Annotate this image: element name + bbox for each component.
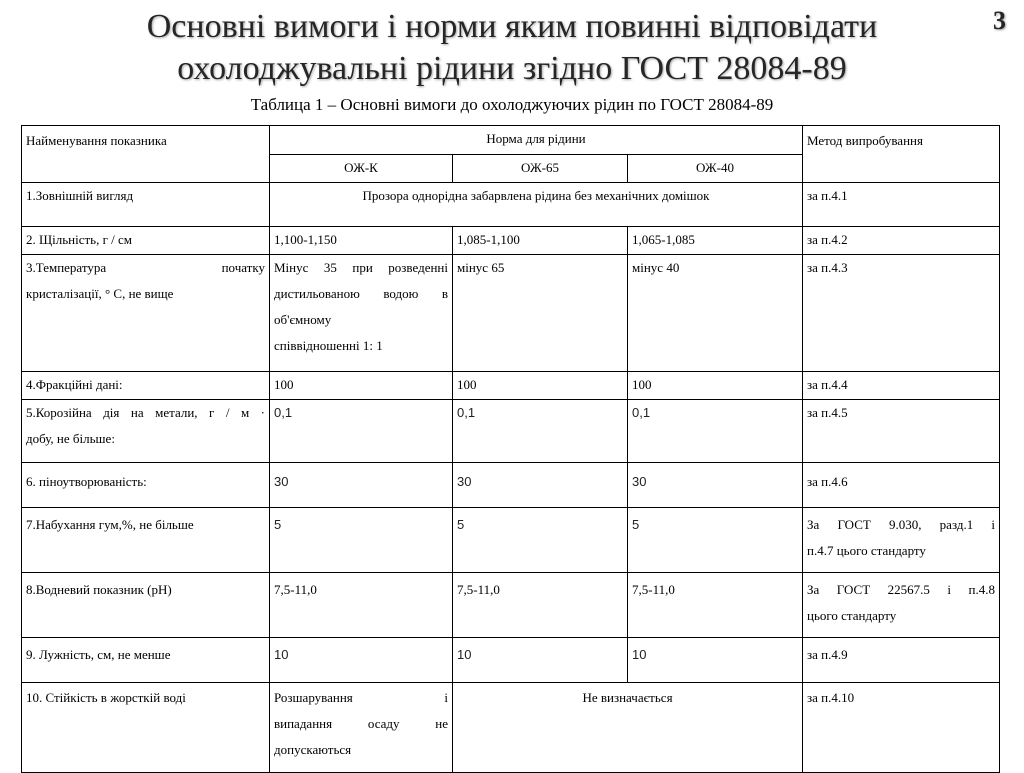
row3-name-line2: кристалізації, ° С, не вище	[26, 286, 174, 301]
row6-ozh-k: 30	[270, 463, 453, 508]
row8-ozh-65: 7,5-11,0	[453, 573, 628, 638]
row7-ozh-65: 5	[453, 508, 628, 573]
table-row	[22, 638, 1000, 683]
row10-name: 10. Стійкість в жорсткій воді	[22, 683, 270, 773]
row3-ozh-65: мінус 65	[453, 255, 628, 372]
table-row	[22, 227, 1000, 255]
row9-ozh-40: 10	[628, 638, 803, 683]
header-fluid-ozh-65: ОЖ-65	[453, 155, 628, 183]
row5-name: 5.Корозійна дія на метали, г / м · добу, не більше:	[22, 400, 270, 463]
table-row	[22, 400, 1000, 463]
row3-ozh-k: Мінус 35 при розведенні дистильованою водою в об'ємному співвідношенні 1: 1	[270, 255, 453, 372]
row7-ozh-40: 5	[628, 508, 803, 573]
row6-ozh-65: 30	[453, 463, 628, 508]
row8-ozh-k: 7,5-11,0	[270, 573, 453, 638]
row2-ozh-40: 1,065-1,085	[628, 227, 803, 255]
row5-ozh-k: 0,1	[270, 400, 453, 463]
table-row	[22, 372, 1000, 400]
header-fluid-ozh-40: ОЖ-40	[628, 155, 803, 183]
requirements-table	[21, 125, 1000, 773]
row3-method: за п.4.3	[803, 255, 1000, 372]
table-row	[22, 183, 1000, 227]
row1-name: 1.Зовнішній вигляд	[22, 183, 270, 227]
slide-title-line-2: охолоджувальні рідини згідно ГОСТ 28084-89	[177, 50, 847, 87]
row9-method: за п.4.9	[803, 638, 1000, 683]
row6-name: 6. піноутворюваність:	[22, 463, 270, 508]
row2-ozh-65: 1,085-1,100	[453, 227, 628, 255]
row4-ozh-40: 100	[628, 372, 803, 400]
row3-name	[22, 255, 270, 372]
row5-ozh-40: 0,1	[628, 400, 803, 463]
row4-method: за п.4.4	[803, 372, 1000, 400]
row10-method: за п.4.10	[803, 683, 1000, 773]
row4-name: 4.Фракційні дані:	[22, 372, 270, 400]
row9-ozh-65: 10	[453, 638, 628, 683]
row7-name: 7.Набухання гум,%, не більше	[22, 508, 270, 573]
slide-title	[0, 6, 1024, 90]
row5-method: за п.4.5	[803, 400, 1000, 463]
header-method: Метод випробування	[803, 126, 1000, 183]
header-norm: Норма для рідини	[270, 126, 803, 155]
row3-name-line1: 3.Температура початку	[26, 260, 265, 275]
row4-ozh-k: 100	[270, 372, 453, 400]
row5-ozh-65: 0,1	[453, 400, 628, 463]
row3-ozh-40: мінус 40	[628, 255, 803, 372]
table-row	[22, 463, 1000, 508]
table-row	[22, 508, 1000, 573]
slide-title-line-1: Основні вимоги і норми яким повинні відповідати	[146, 8, 878, 45]
table-row	[22, 683, 1000, 773]
row9-name: 9. Лужність, см, не менше	[22, 638, 270, 683]
row1-value: Прозора однорідна забарвлена рідина без механічних домішок	[270, 183, 803, 227]
row7-ozh-k: 5	[270, 508, 453, 573]
row8-method: За ГОСТ 22567.5 і п.4.8 цього стандарту	[803, 573, 1000, 638]
row10-ozh-k: Розшарування і випадання осаду не допускаються	[270, 683, 453, 773]
table-row	[22, 255, 1000, 372]
row2-name: 2. Щільність, г / см	[22, 227, 270, 255]
row8-name: 8.Водневий показник (pH)	[22, 573, 270, 638]
header-indicator: Найменування показника	[22, 126, 270, 183]
row4-ozh-65: 100	[453, 372, 628, 400]
row2-method: за п.4.2	[803, 227, 1000, 255]
table-row	[22, 573, 1000, 638]
row6-method: за п.4.6	[803, 463, 1000, 508]
row2-ozh-k: 1,100-1,150	[270, 227, 453, 255]
row10-other: Не визначається	[453, 683, 803, 773]
table-caption: Таблица 1 – Основні вимоги до охолоджуючих рідин по ГОСТ 28084-89	[250, 95, 774, 114]
row7-method: За ГОСТ 9.030, разд.1 і п.4.7 цього стандарту	[803, 508, 1000, 573]
row9-ozh-k: 10	[270, 638, 453, 683]
row1-method: за п.4.1	[803, 183, 1000, 227]
row6-ozh-40: 30	[628, 463, 803, 508]
row8-ozh-40: 7,5-11,0	[628, 573, 803, 638]
table-header-row	[22, 126, 1000, 155]
header-fluid-ozh-k: ОЖ-К	[270, 155, 453, 183]
slide-number: 3	[993, 6, 1006, 35]
